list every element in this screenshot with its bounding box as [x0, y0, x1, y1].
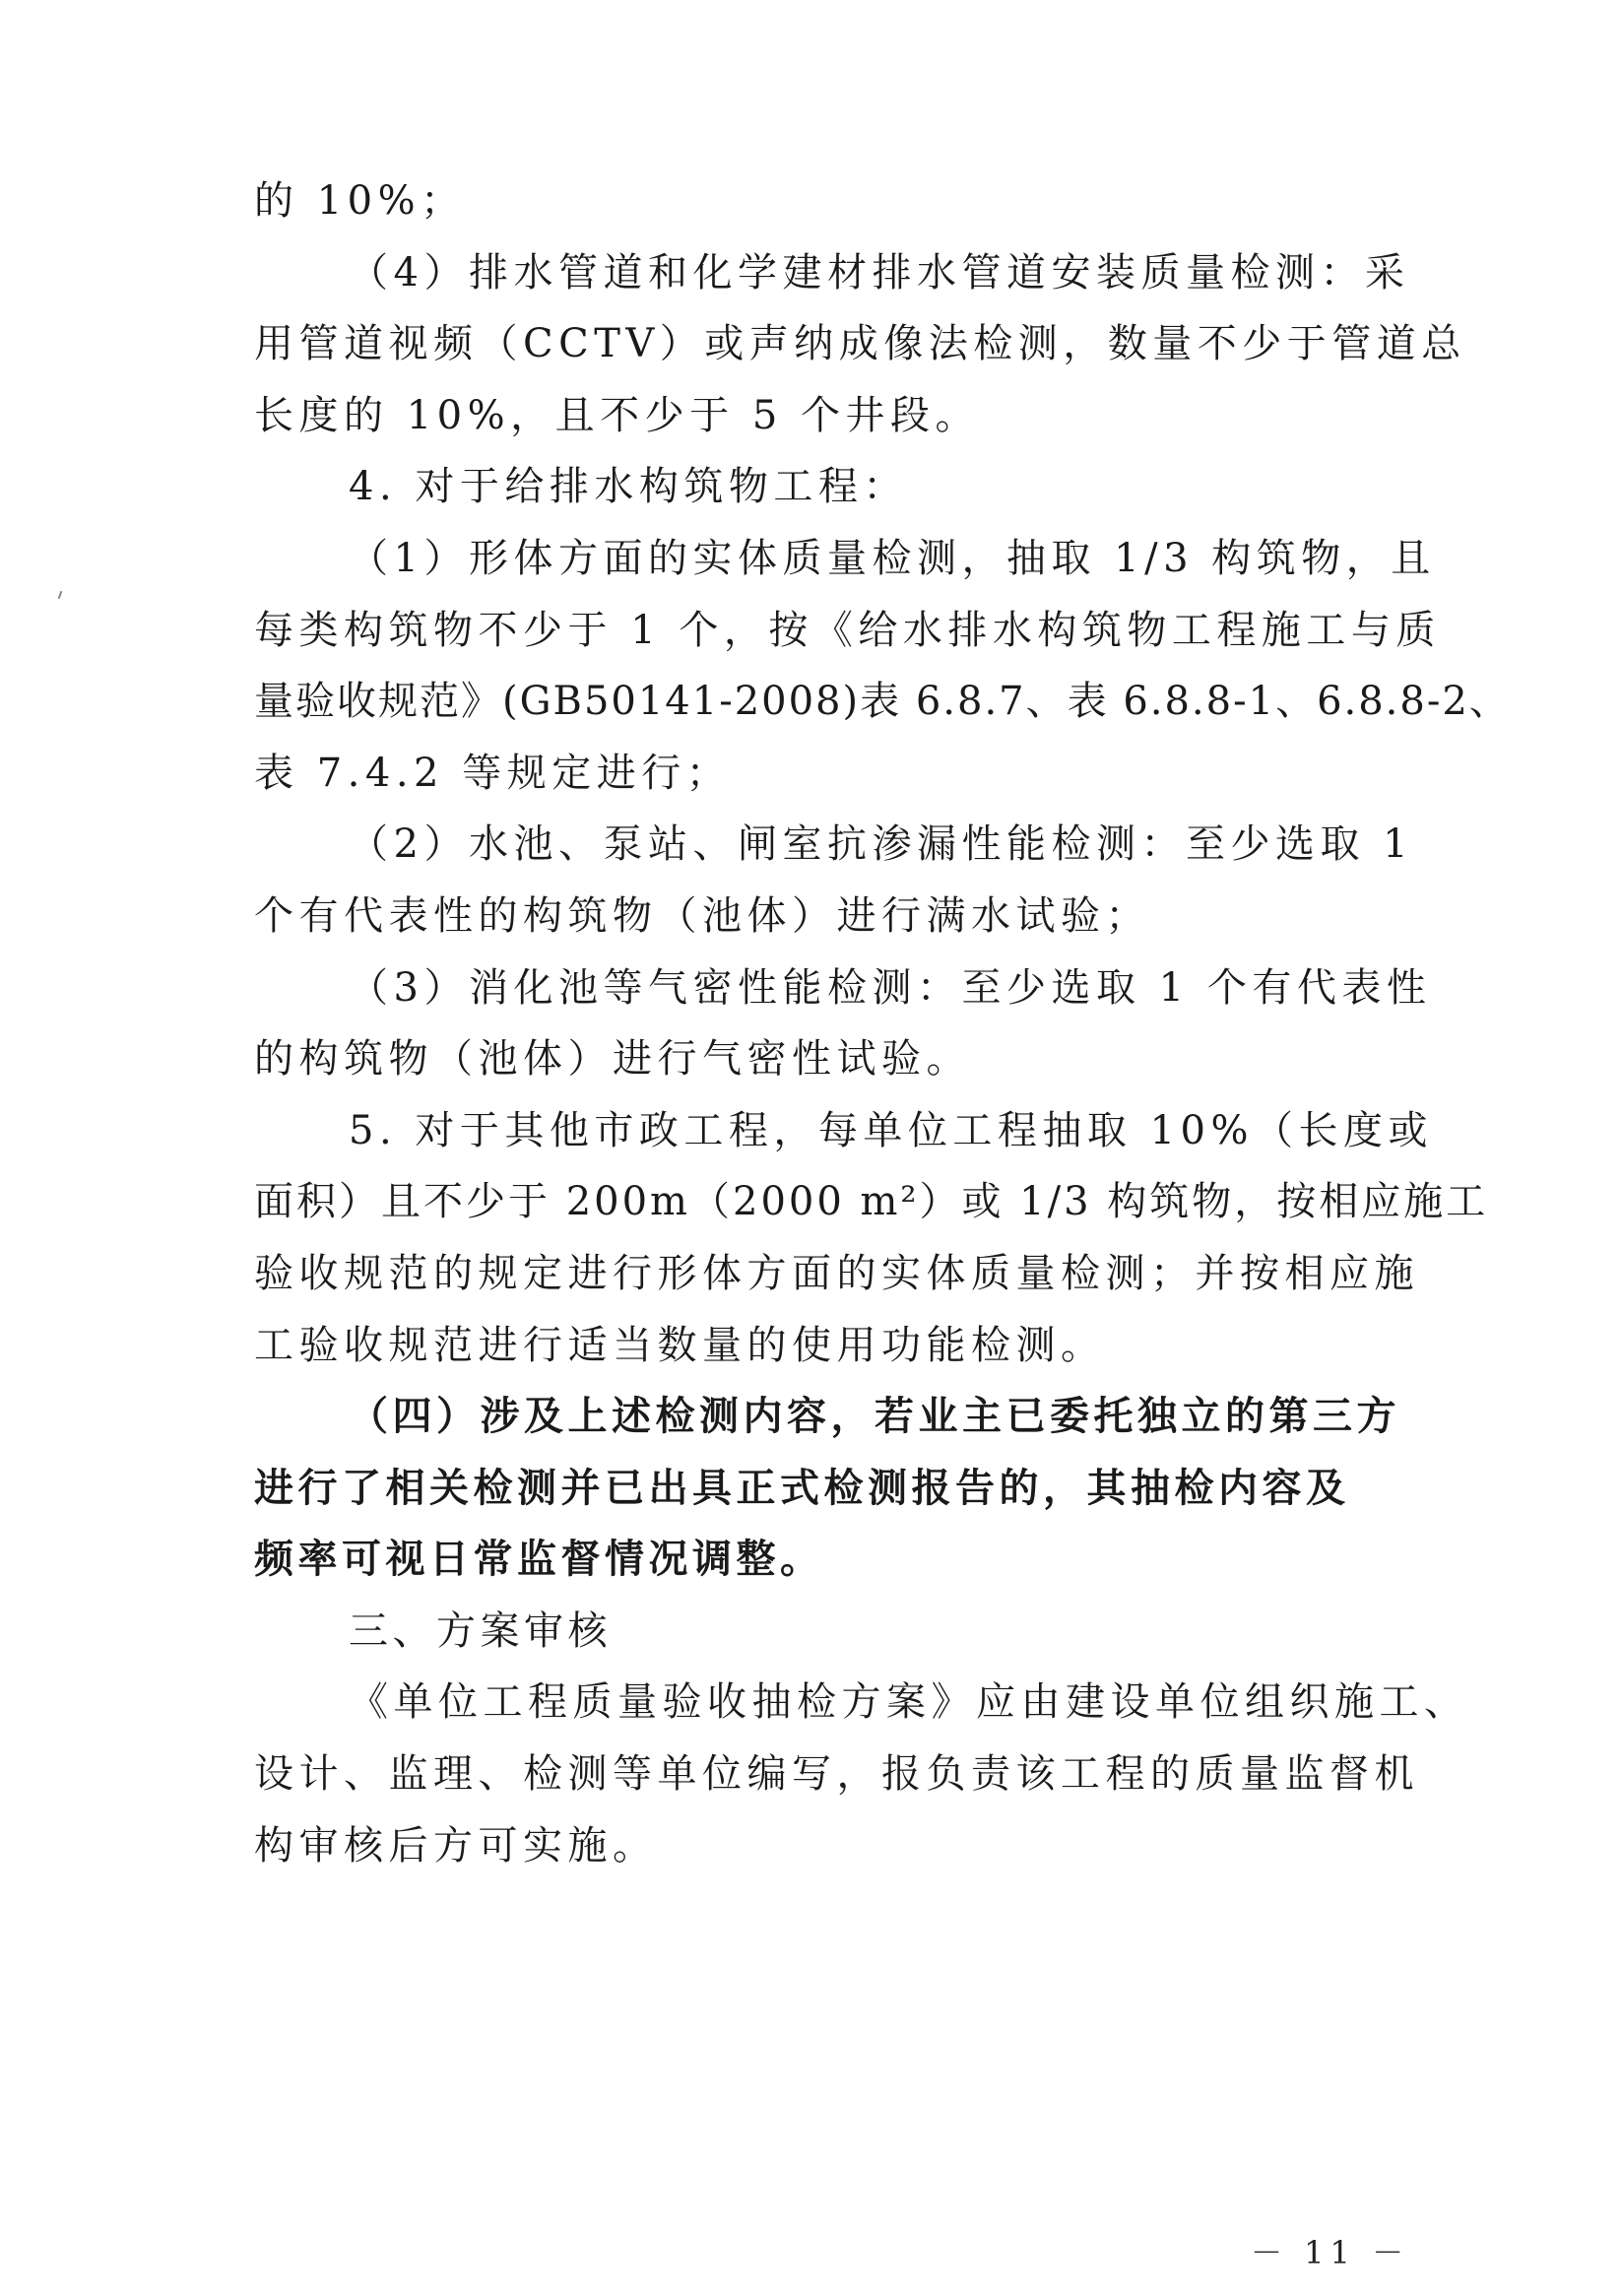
text-line: 设计、监理、检测等单位编写，报负责该工程的质量监督机	[254, 1751, 1419, 1798]
text-line: 长度的 10%，且不少于 5 个井段。	[254, 392, 980, 438]
text-line: 5. 对于其他市政工程，每单位工程抽取 10%（长度或	[349, 1107, 1433, 1153]
text-line: （2）水池、泵站、闸室抗渗漏性能检测：至少选取 1	[349, 821, 1414, 868]
bold-paragraph-line: 进行了相关检测并已出具正式检测报告的，其抽检内容及	[254, 1465, 1350, 1511]
text-line: 的 10%；	[254, 178, 466, 224]
page-number: － 11 －	[1251, 2234, 1410, 2271]
text-line: 工验收规范进行适当数量的使用功能检测。	[254, 1322, 1106, 1368]
scan-mark	[58, 591, 63, 599]
text-line: （4）排水管道和化学建材排水管道安装质量检测：采	[349, 249, 1410, 295]
text-line: （1）形体方面的实体质量检测，抽取 1/3 构筑物，且	[349, 535, 1436, 581]
text-line: （3）消化池等气密性能检测：至少选取 1 个有代表性	[349, 964, 1432, 1011]
text-line: 的构筑物（池体）进行气密性试验。	[254, 1036, 971, 1082]
text-line: 量验收规范》(GB50141-2008)表 6.8.7、表 6.8.8-1、6.8.8-2、	[254, 679, 1511, 725]
text-line: 每类构筑物不少于 1 个，按《给水排水构筑物工程施工与质	[254, 607, 1441, 653]
bold-paragraph-line: 频率可视日常监督情况调整。	[254, 1537, 824, 1583]
document-body	[254, 165, 1511, 1881]
bold-paragraph-line: （四）涉及上述检测内容，若业主已委托独立的第三方	[349, 1394, 1400, 1440]
text-line: 面积）且不少于 200m（2000 m²）或 1/3 构筑物，按相应施工	[254, 1179, 1489, 1225]
section-heading: 三、方案审核	[349, 1607, 612, 1654]
text-line: 个有代表性的构筑物（池体）进行满水试验；	[254, 892, 1150, 939]
text-line: 验收规范的规定进行形体方面的实体质量检测；并按相应施	[254, 1250, 1419, 1296]
text-line: 《单位工程质量验收抽检方案》应由建设单位组织施工、	[349, 1679, 1469, 1726]
text-line: 4. 对于给排水构筑物工程：	[349, 464, 908, 510]
text-line: 表 7.4.2 等规定进行；	[254, 750, 732, 796]
text-line: 用管道视频（CCTV）或声纳成像法检测，数量不少于管道总	[254, 321, 1466, 367]
text-line: 构审核后方可实施。	[254, 1822, 658, 1869]
